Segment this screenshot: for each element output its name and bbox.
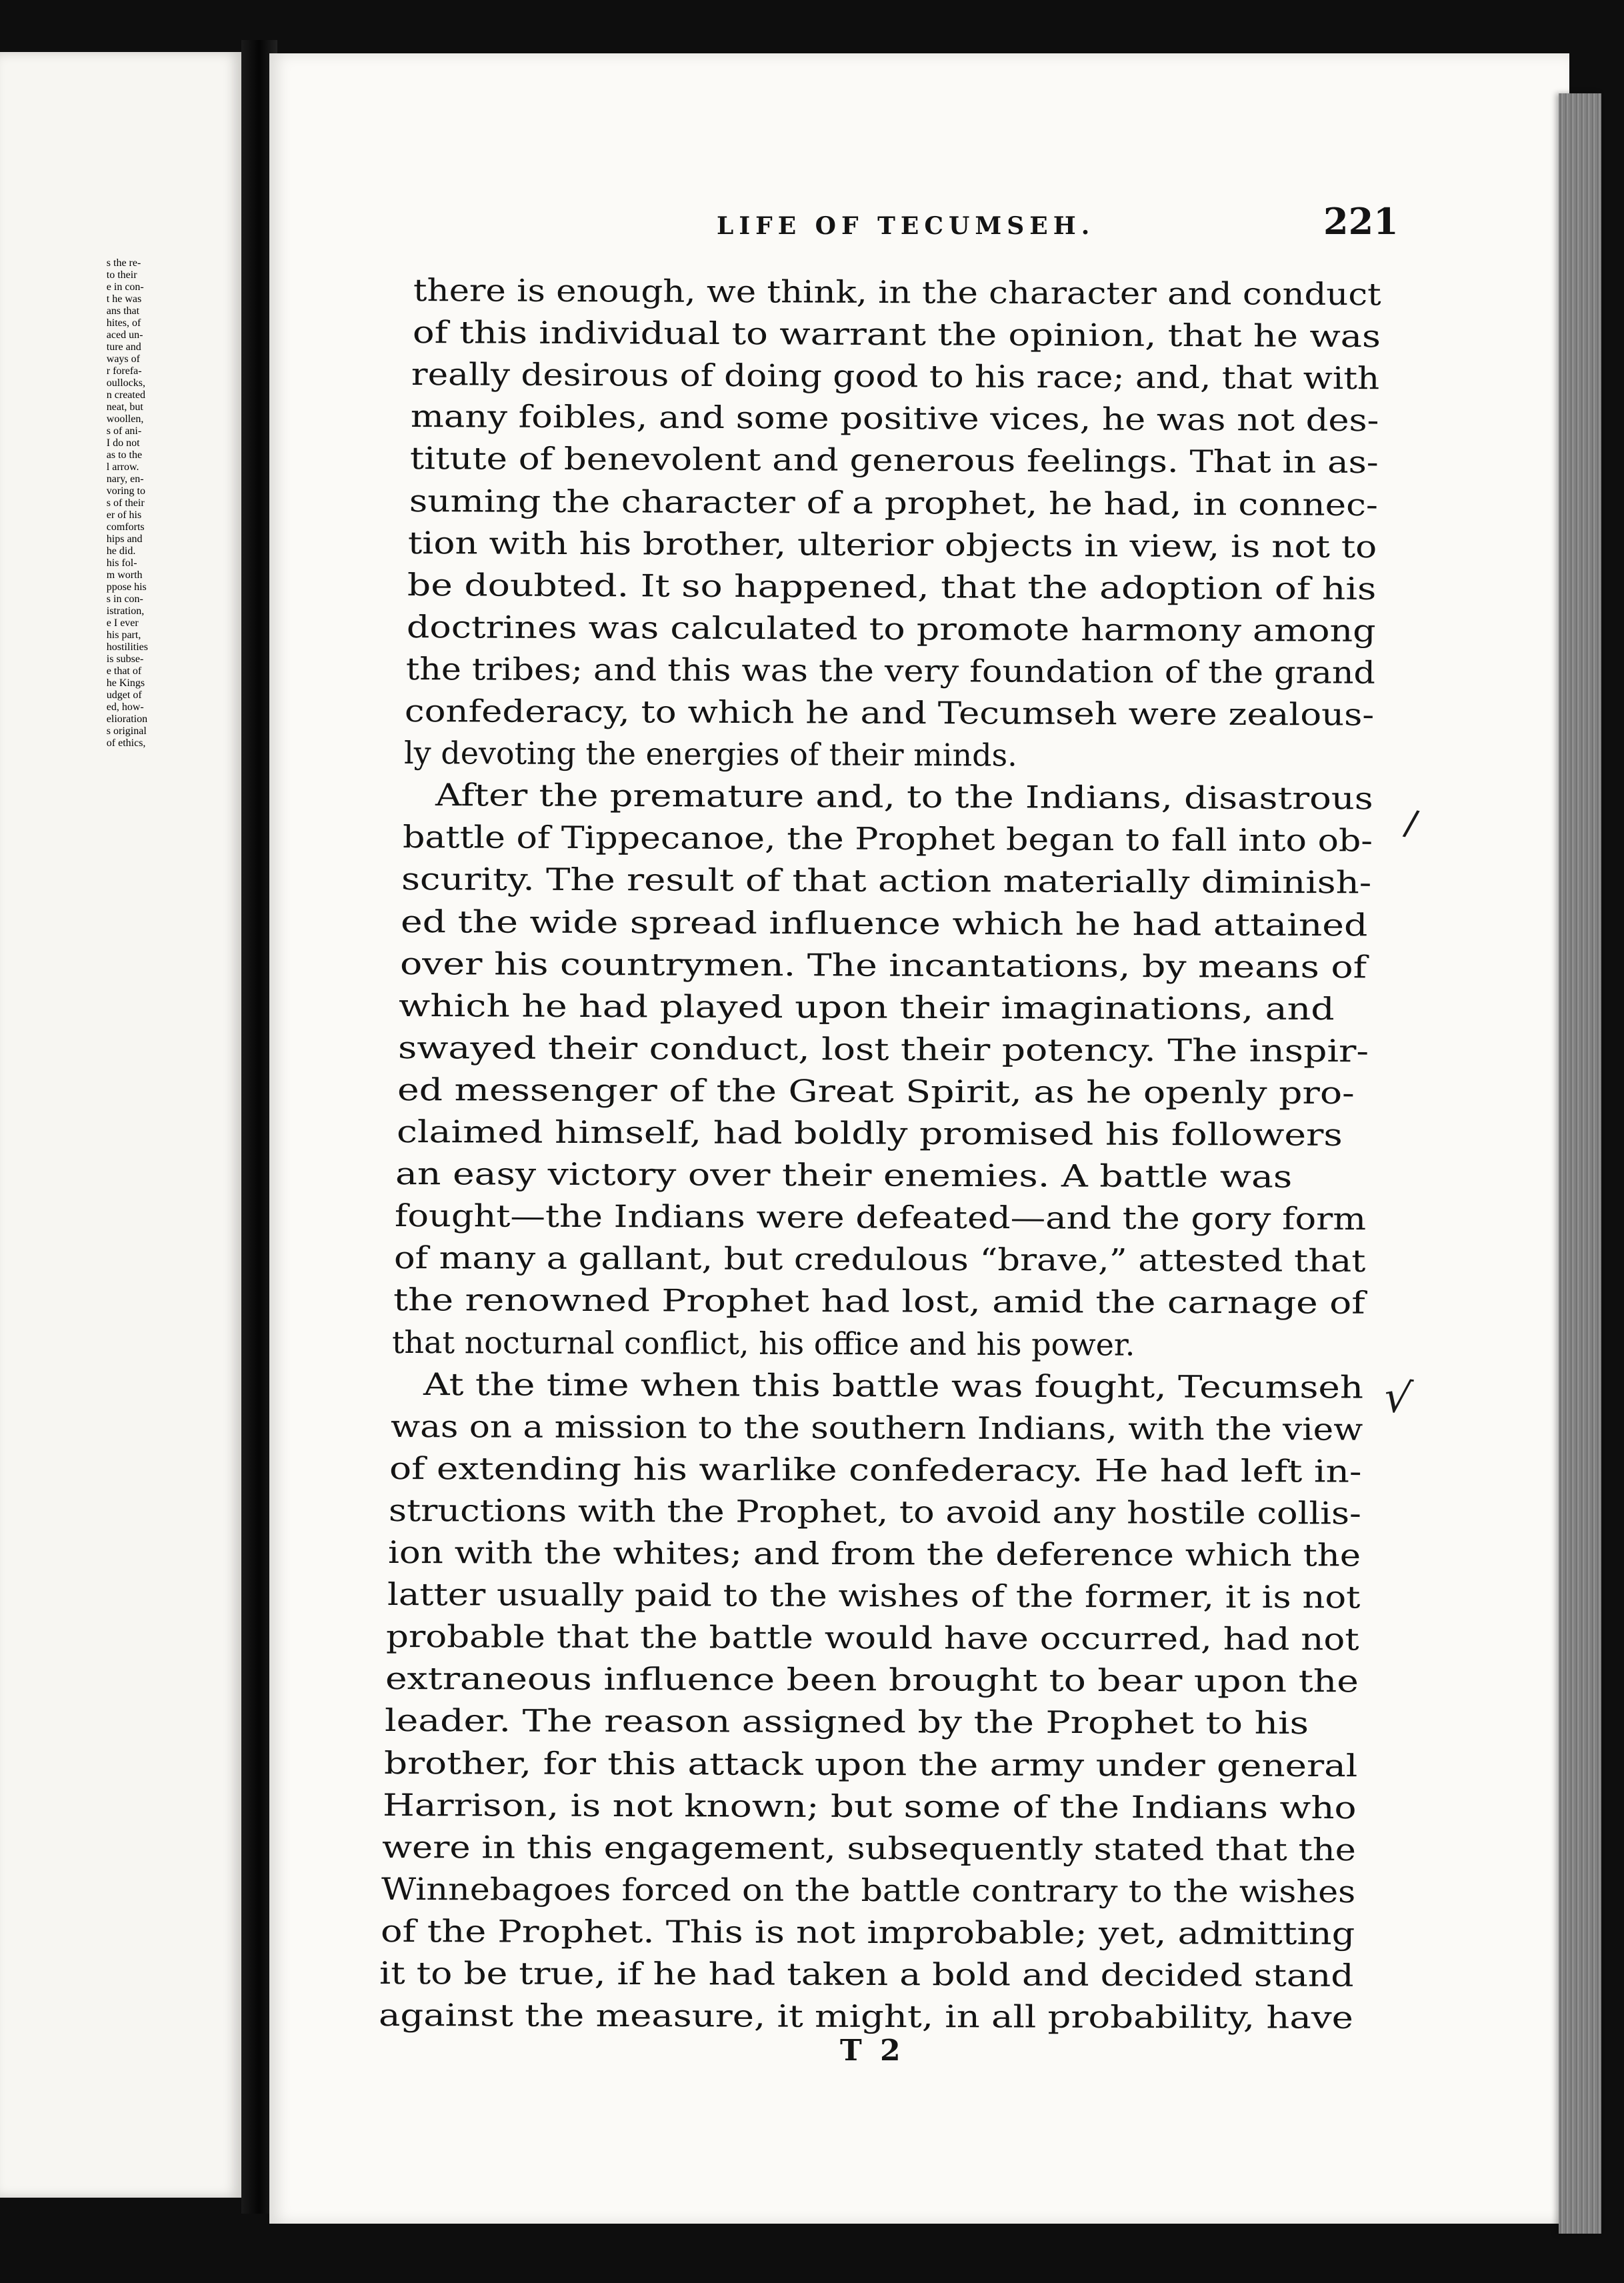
previous-page-line: he did. bbox=[106, 545, 136, 557]
page-body-line: of this individual to warrant the opinion, that he was bbox=[412, 314, 1381, 355]
page-body-line: there is enough, we think, in the character and conduct bbox=[413, 272, 1381, 313]
previous-page-line: s original bbox=[106, 725, 147, 737]
page-body-line: tion with his brother, ulterior objects in view, is not to bbox=[408, 524, 1377, 565]
previous-page-line: e in con- bbox=[106, 281, 144, 293]
page-body-line: probable that the battle would have occurred, had not bbox=[386, 1618, 1360, 1658]
previous-page-line: as to the bbox=[106, 449, 143, 461]
page-edge bbox=[1559, 93, 1601, 2234]
previous-page-line: of ethics, bbox=[106, 737, 146, 749]
previous-page-line: s of ani- bbox=[106, 425, 142, 437]
page-number: 221 bbox=[1323, 200, 1399, 243]
margin-check-mark: √ bbox=[1381, 1372, 1415, 1425]
page-body-line: claimed himself, had boldly promised his followers bbox=[396, 1113, 1343, 1153]
page-body-line: be doubted. It so happened, that the adoption of his bbox=[407, 566, 1377, 607]
page-body-line: ed messenger of the Great Spirit, as he openly pro- bbox=[397, 1071, 1355, 1111]
page-body-line: latter usually paid to the wishes of the former, it is not bbox=[387, 1576, 1361, 1616]
page-body-line: At the time when this battle was fought, Tecumseh bbox=[423, 1366, 1364, 1406]
page-body-line: ly devoting the energies of their minds. bbox=[403, 735, 1017, 773]
signature-mark: T 2 bbox=[840, 2034, 905, 2068]
previous-page-line: ways of bbox=[106, 353, 140, 365]
page-body-line: leader. The reason assigned by the Prophet to his bbox=[384, 1702, 1309, 1742]
previous-page-line: s of their bbox=[106, 497, 145, 509]
previous-page-line: er of his bbox=[106, 509, 142, 521]
page-body-line: that nocturnal conflict, his office and his power. bbox=[392, 1324, 1135, 1363]
previous-page-line: e that of bbox=[106, 665, 142, 677]
page-body-line: against the measure, it might, in all probability, have bbox=[378, 1997, 1353, 2036]
page-body-line: doctrines was calculated to promote harmony among bbox=[406, 608, 1376, 649]
page-body-line: of the Prophet. This is not improbable; yet, admitting bbox=[380, 1912, 1355, 1952]
page-body-line: extraneous influence been brought to bear upon the bbox=[385, 1660, 1359, 1700]
page-body-line: battle of Tippecanoe, the Prophet began to fall into ob- bbox=[402, 819, 1373, 859]
previous-page-line: elioration bbox=[106, 713, 148, 725]
page-body-line: suming the character of a prophet, he had, in connec- bbox=[409, 482, 1378, 523]
page-body-line: the renowned Prophet had lost, amid the carnage of bbox=[393, 1282, 1365, 1322]
previous-page-line: I do not bbox=[106, 437, 140, 449]
page-body-line: the tribes; and this was the very foundation of the grand bbox=[405, 650, 1375, 691]
previous-page-line: neat, but bbox=[106, 401, 143, 413]
previous-page-line: his fol- bbox=[106, 557, 137, 569]
page-body-line: was on a mission to the southern Indians, with the view bbox=[390, 1408, 1363, 1448]
page-body-line: Winnebagoes forced on the battle contrary to the wishes bbox=[381, 1870, 1356, 1910]
previous-page bbox=[0, 52, 241, 2198]
page-body-line: many foibles, and some positive vices, he was not des- bbox=[411, 398, 1379, 439]
previous-page-text bbox=[107, 257, 148, 749]
previous-page-line: woollen, bbox=[106, 413, 144, 425]
previous-page-line: istration, bbox=[106, 605, 145, 617]
page-body-line: fought—the Indians were defeated—and the gory form bbox=[395, 1198, 1367, 1238]
page-body-line: an easy victory over their enemies. A battle was bbox=[395, 1156, 1293, 1195]
page-body-line: which he had played upon their imaginations, and bbox=[399, 987, 1335, 1027]
page-body-line: were in this engagement, subsequently stated that the bbox=[381, 1828, 1357, 1868]
previous-page-line: hips and bbox=[106, 533, 143, 545]
previous-page-line: n created bbox=[106, 389, 145, 401]
previous-page-line: ppose his bbox=[106, 581, 147, 593]
page-body-line: really desirous of doing good to his race; and, that with bbox=[411, 356, 1380, 397]
page-body-line: Harrison, is not known; but some of the Indians who bbox=[383, 1786, 1357, 1826]
previous-page-line: t he was bbox=[106, 293, 142, 305]
page-body-line: ed the wide spread influence which he had attained bbox=[400, 903, 1368, 943]
previous-page-line: e I ever bbox=[106, 617, 139, 629]
page-body-line: of many a gallant, but credulous “brave,” attested that bbox=[393, 1240, 1366, 1280]
previous-page-line: hostilities bbox=[106, 641, 148, 653]
previous-page-line: ed, how- bbox=[106, 701, 144, 713]
previous-page-line: r forefa- bbox=[106, 365, 142, 377]
previous-page-line: aced un- bbox=[106, 329, 143, 341]
previous-page-line: voring to bbox=[106, 485, 145, 497]
page-body-line: swayed their conduct, lost their potency. The inspir- bbox=[398, 1029, 1369, 1069]
page-body-line: titute of benevolent and generous feelings. That in as- bbox=[409, 440, 1379, 481]
page-body-line: scurity. The result of that action materially diminish- bbox=[401, 861, 1372, 901]
previous-page-line: comforts bbox=[106, 521, 145, 533]
page-body-line: structions with the Prophet, to avoid any hostile collis- bbox=[389, 1492, 1362, 1532]
previous-page-line: l arrow. bbox=[106, 461, 139, 473]
previous-page-line: oullocks, bbox=[106, 377, 145, 389]
page-body-line: it to be true, if he had taken a bold and decided stand bbox=[379, 1955, 1354, 1994]
running-head: LIFE OF TECUMSEH. bbox=[717, 212, 1095, 240]
previous-page-line: m worth bbox=[106, 569, 143, 581]
previous-page-line: s the re- bbox=[106, 257, 141, 269]
page-body-line: over his countrymen. The incantations, by means of bbox=[399, 945, 1367, 985]
previous-page-line: nary, en- bbox=[106, 473, 144, 485]
page-body-line: brother, for this attack upon the army under general bbox=[383, 1744, 1358, 1784]
previous-page-line: hites, of bbox=[106, 317, 141, 329]
previous-page-line: ans that bbox=[106, 305, 140, 317]
page-body-line: confederacy, to which he and Tecumseh were zealous- bbox=[405, 693, 1375, 733]
previous-page-line: s in con- bbox=[106, 593, 143, 605]
previous-page-line: his part, bbox=[106, 629, 141, 641]
page-body-line: of extending his warlike confederacy. He had left in- bbox=[389, 1450, 1363, 1490]
previous-page-line: is subse- bbox=[106, 653, 144, 665]
previous-page-line: to their bbox=[106, 269, 137, 281]
page-body-line: After the premature and, to the Indians, disastrous bbox=[435, 777, 1373, 817]
previous-page-line: ture and bbox=[106, 341, 141, 353]
page-body-line: ion with the whites; and from the deference which the bbox=[387, 1534, 1361, 1574]
margin-check-mark: / bbox=[1401, 802, 1421, 845]
previous-page-line: udget of bbox=[106, 689, 142, 701]
previous-page-line: he Kings bbox=[106, 677, 145, 689]
